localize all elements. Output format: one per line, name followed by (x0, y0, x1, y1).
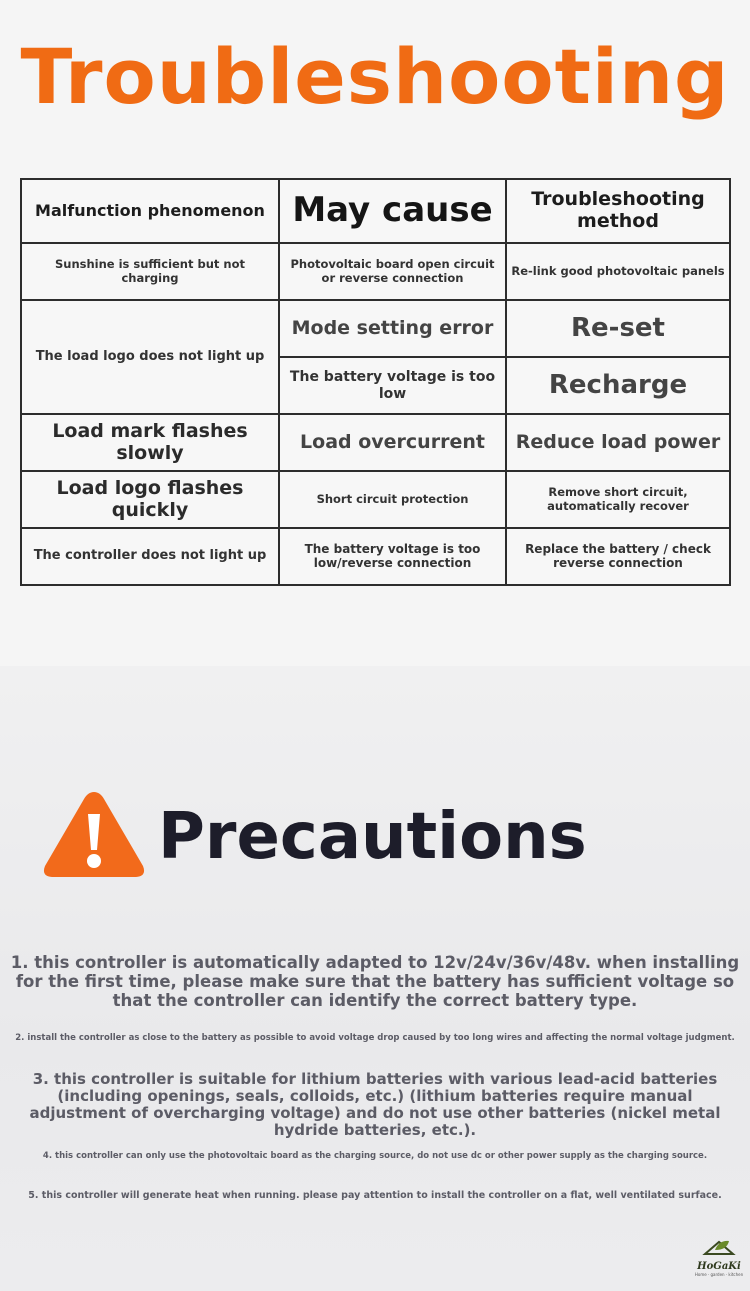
header-cause: May cause (279, 179, 506, 243)
warning-icon (40, 786, 148, 882)
precautions-title: Precautions (158, 800, 587, 874)
table-row (21, 300, 730, 357)
method-cell: Remove short circuit, automatically recover (506, 471, 730, 528)
troubleshooting-table (20, 178, 731, 586)
method-cell: Replace the battery / check reverse connection (506, 528, 730, 585)
precaution-item: 4. this controller can only use the photovoltaic board as the charging source, do not use dc or other power supply as the charging source. (42, 1151, 708, 1161)
method-cell: Reduce load power (506, 414, 730, 471)
cause-cell: The battery voltage is too low/reverse connection (279, 528, 506, 585)
phenomenon-cell: Load mark flashes slowly (21, 414, 279, 471)
header-phenomenon: Malfunction phenomenon (21, 179, 279, 243)
brand-logo (691, 1238, 747, 1280)
precaution-item: 5. this controller will generate heat when running. please pay attention to install the controller on a flat, well ventilated surface. (28, 1190, 722, 1201)
precaution-item: 1. this controller is automatically adapted to 12v/24v/36v/48v. when installing for the first time, please make sure that the battery has sufficient voltage so that the controller can identify the correct battery type. (10, 953, 740, 1010)
troubleshooting-title: Troubleshooting (20, 32, 730, 121)
method-cell: Re-set (506, 300, 730, 357)
brand-tagline: Home · garden · kitchen (694, 1272, 744, 1277)
phenomenon-cell: Sunshine is sufficient but not charging (21, 243, 279, 300)
table-row (21, 414, 730, 471)
precaution-item: 2. install the controller as close to the battery as possible to avoid voltage drop caused by too long wires and affecting the normal voltage judgment. (15, 1033, 735, 1043)
precaution-item: 3. this controller is suitable for lithium batteries with various lead-acid batteries (including openings, seals, colloids, etc.) (lithium batteries require manual adjustment of overcharging voltage) and do not use other batteries (nickel metal hydride batteries, etc.). (29, 1070, 721, 1139)
method-cell: Recharge (506, 357, 730, 414)
table-header-row (21, 179, 730, 243)
table-row (21, 243, 730, 300)
phenomenon-cell: The controller does not light up (21, 528, 279, 585)
phenomenon-cell: The load logo does not light up (21, 300, 279, 414)
header-method: Troubleshooting method (506, 179, 730, 243)
cause-cell: Short circuit protection (279, 471, 506, 528)
phenomenon-cell: Load logo flashes quickly (21, 471, 279, 528)
method-cell: Re-link good photovoltaic panels (506, 243, 730, 300)
cause-cell: The battery voltage is too low (279, 357, 506, 414)
table-row (21, 471, 730, 528)
brand-name: HoGaKi (697, 1261, 741, 1272)
leaf-house-icon (701, 1238, 737, 1256)
cause-cell: Load overcurrent (279, 414, 506, 471)
cause-cell: Photovoltaic board open circuit or reverse connection (279, 243, 506, 300)
cause-cell: Mode setting error (279, 300, 506, 357)
table-row (21, 528, 730, 585)
